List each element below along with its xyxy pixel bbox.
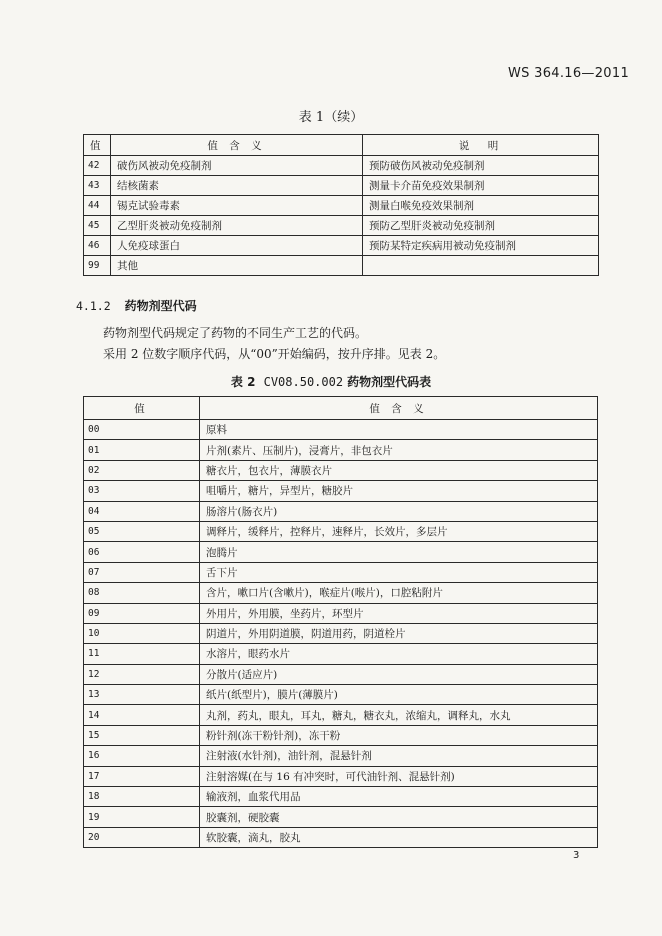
table2-cell-meaning: 舌下片: [200, 562, 598, 582]
table1-row: [84, 156, 599, 176]
table1-cell-description: 预防乙型肝炎被动免疫制剂: [363, 216, 599, 236]
table2-cell-value: 00: [84, 420, 200, 440]
table2-header-row: [84, 397, 598, 420]
table1-row: [84, 176, 599, 196]
table1-cell-meaning: 锡克试验毒素: [111, 196, 363, 216]
table2-cell-meaning: 阴道片，外用阴道膜，阴道用药，阴道栓片: [200, 623, 598, 643]
section-title: 药物剂型代码: [124, 299, 197, 313]
table2-cell-value: 14: [84, 705, 200, 725]
table2-row: [84, 725, 598, 745]
table2-cell-meaning: 原料: [200, 420, 598, 440]
table2-row: [84, 440, 598, 460]
table1-cell-meaning: 结核菌素: [111, 176, 363, 196]
table2-cell-meaning: 丸剂，药丸，眼丸，耳丸，糖丸，糖衣丸，浓缩丸，调释丸，水丸: [200, 705, 598, 725]
paragraph-2: 采用 2 位数字顺序代码，从“00”开始编码，按升序排。见表 2。: [103, 347, 446, 361]
table2-row: [84, 827, 598, 847]
paragraph-1: 药物剂型代码规定了药物的不同生产工艺的代码。: [103, 326, 368, 340]
table2-cell-meaning: 纸片(纸型片)，膜片(薄膜片): [200, 685, 598, 705]
table2-cell-value: 20: [84, 827, 200, 847]
table1-cell-description: 测量卡介苗免疫效果制剂: [363, 176, 599, 196]
table2-cell-value: 19: [84, 807, 200, 827]
table1-cell-value: 46: [84, 236, 111, 256]
section-number: 4.1.2: [76, 299, 111, 313]
table2-cell-value: 09: [84, 603, 200, 623]
table2-cell-value: 18: [84, 787, 200, 807]
table1-caption: 表 1（续）: [298, 110, 364, 125]
table1-cell-meaning: 其他: [111, 256, 363, 276]
table2-cell-value: 08: [84, 583, 200, 603]
table1-cell-description: 预防破伤风被动免疫制剂: [363, 156, 599, 176]
table2-cell-meaning: 含片，嗽口片(含嗽片)，喉症片(喉片)，口腔粘附片: [200, 583, 598, 603]
table1-row: [84, 256, 599, 276]
table2-row: [84, 705, 598, 725]
table1-header-meaning: 值 含 义: [111, 135, 363, 156]
table2-row: [84, 542, 598, 562]
table1-cell-description: 测量白喉免疫效果制剂: [363, 196, 599, 216]
table2-row: [84, 644, 598, 664]
table2-row: [84, 787, 598, 807]
table2-cell-meaning: 外用片，外用膜，坐药片，环型片: [200, 603, 598, 623]
table2-row: [84, 685, 598, 705]
table2-caption-code: CV08.50.002: [263, 375, 344, 389]
table2-row: [84, 501, 598, 521]
table1-cell-value: 99: [84, 256, 111, 276]
table2-row: [84, 420, 598, 440]
table1-cell-value: 45: [84, 216, 111, 236]
table2-caption: [0, 373, 662, 390]
table1-cell-description: 预防某特定疾病用被动免疫制剂: [363, 236, 599, 256]
table2-row: [84, 766, 598, 786]
table2-cell-value: 10: [84, 623, 200, 643]
table2-caption-prefix: 表 2: [230, 375, 256, 389]
table2-row: [84, 521, 598, 541]
table2-header-value: 值: [84, 397, 200, 420]
table1-header-row: [84, 135, 599, 156]
table2: [83, 396, 598, 848]
table1-cell-meaning: 乙型肝炎被动免疫制剂: [111, 216, 363, 236]
table2-row: [84, 583, 598, 603]
table2-row: [84, 664, 598, 684]
table2-cell-meaning: 分散片(适应片): [200, 664, 598, 684]
table2-cell-meaning: 注射溶媒(在与 16 有冲突时，可代油针剂、混悬针剂): [200, 766, 598, 786]
table2-cell-meaning: 胶囊剂，硬胶囊: [200, 807, 598, 827]
table2-cell-value: 17: [84, 766, 200, 786]
table1-cell-value: 44: [84, 196, 111, 216]
table2-row: [84, 807, 598, 827]
table2-cell-value: 02: [84, 460, 200, 480]
table1: [83, 134, 599, 276]
table2-cell-meaning: 调释片，缓释片，控释片，速释片，长效片，多层片: [200, 521, 598, 541]
table1-row: [84, 216, 599, 236]
table2-cell-value: 04: [84, 501, 200, 521]
table2-row: [84, 460, 598, 480]
table2-cell-value: 11: [84, 644, 200, 664]
table1-cell-meaning: 破伤风被动免疫制剂: [111, 156, 363, 176]
table1-row: [84, 236, 599, 256]
table1-cell-value: 42: [84, 156, 111, 176]
table2-cell-meaning: 片剂(素片、压制片)，浸膏片，非包衣片: [200, 440, 598, 460]
table2-cell-value: 12: [84, 664, 200, 684]
table2-cell-meaning: 输液剂，血浆代用品: [200, 787, 598, 807]
table2-cell-value: 16: [84, 746, 200, 766]
table2-cell-meaning: 糖衣片，包衣片，薄膜衣片: [200, 460, 598, 480]
table1-header-description: 说 明: [363, 135, 599, 156]
table2-row: [84, 603, 598, 623]
standard-code: WS 364.16—2011: [508, 66, 630, 81]
table1-row: [84, 196, 599, 216]
table1-cell-description: [363, 256, 599, 276]
table2-cell-meaning: 软胶囊，滴丸，胶丸: [200, 827, 598, 847]
table1-header-value: 值: [84, 135, 111, 156]
table2-cell-meaning: 泡腾片: [200, 542, 598, 562]
table2-cell-value: 05: [84, 521, 200, 541]
table2-cell-meaning: 粉针剂(冻干粉针剂)，冻干粉: [200, 725, 598, 745]
section-heading: [76, 297, 197, 314]
table2-header-meaning: 值 含 义: [200, 397, 598, 420]
table1-cell-value: 43: [84, 176, 111, 196]
page-number: 3: [573, 850, 580, 861]
table2-cell-value: 07: [84, 562, 200, 582]
table2-cell-value: 13: [84, 685, 200, 705]
table2-row: [84, 746, 598, 766]
table2-cell-value: 01: [84, 440, 200, 460]
table2-cell-value: 15: [84, 725, 200, 745]
table2-cell-meaning: 肠溶片(肠衣片): [200, 501, 598, 521]
table2-caption-title: 药物剂型代码表: [347, 375, 432, 389]
table2-cell-value: 03: [84, 481, 200, 501]
table2-cell-meaning: 注射液(水针剂)，油针剂，混悬针剂: [200, 746, 598, 766]
table2-row: [84, 562, 598, 582]
table2-row: [84, 481, 598, 501]
table2-cell-meaning: 咀嚼片，糖片，异型片，糖胶片: [200, 481, 598, 501]
table1-cell-meaning: 人免疫球蛋白: [111, 236, 363, 256]
table2-cell-meaning: 水溶片，眼药水片: [200, 644, 598, 664]
table2-row: [84, 623, 598, 643]
table2-cell-value: 06: [84, 542, 200, 562]
